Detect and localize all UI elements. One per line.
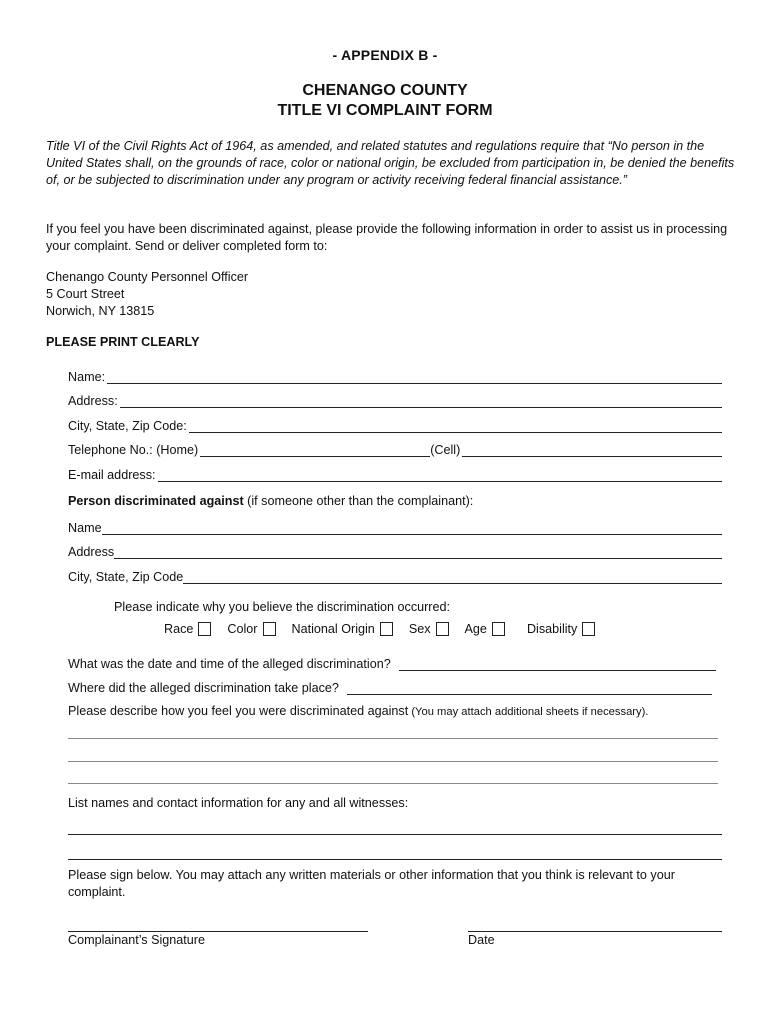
person-discriminated-heading — [68, 494, 473, 508]
phone-home-label: Telephone No.: (Home) — [68, 443, 199, 457]
describe-question-note: (You may attach additional sheets if necessary). — [408, 706, 649, 718]
person-address-label: Address — [68, 545, 115, 559]
place-row — [68, 679, 712, 695]
discrimination-reason-checkboxes — [164, 622, 595, 636]
reason-age — [465, 622, 505, 636]
person-name-label: Name — [68, 521, 102, 535]
reason-sex-checkbox[interactable] — [436, 622, 449, 636]
complainant-city-label: City, State, Zip Code: — [68, 419, 187, 433]
reason-disability — [527, 622, 595, 636]
complainant-address-field[interactable] — [120, 395, 722, 408]
describe-line-3[interactable] — [68, 782, 718, 784]
reason-national-origin — [292, 622, 393, 636]
place-question: Where did the alleged discrimination take place? — [68, 681, 339, 695]
complainant-name-label: Name: — [68, 370, 106, 384]
person-address-field[interactable] — [114, 546, 722, 559]
title-vi-intro: Title VI of the Civil Rights Act of 1964, as amended, and related statutes and regulations require that “No person in the United States shall, on the grounds of race, color or national origin, be excluded from participation in, be denied the benefits of, or be subjected to discrimination under any program or activity receiving federal financial assistance.” — [46, 139, 735, 187]
address-line-2: 5 Court Street — [46, 287, 125, 301]
witnesses-line-2[interactable] — [68, 858, 722, 860]
instructions: If you feel you have been discriminated against, please provide the following information in order to assist us in processing your complaint. Send or deliver completed form to: — [46, 222, 728, 253]
date-label: Date — [468, 933, 495, 947]
person-heading-bold: Person discriminated against — [68, 494, 244, 508]
discrimination-reason-prompt: Please indicate why you believe the discrimination occurred: — [114, 600, 451, 614]
print-clearly-heading: PLEASE PRINT CLEARLY — [46, 335, 200, 349]
form-title: TITLE VI COMPLAINT FORM — [277, 102, 493, 119]
phone-cell-label: (Cell) — [430, 443, 461, 457]
complainant-name-row — [68, 368, 722, 384]
witnesses-line-1[interactable] — [68, 833, 722, 835]
reason-race-label: Race — [164, 622, 194, 636]
reason-color — [227, 622, 275, 636]
complainant-city-field[interactable] — [189, 420, 722, 433]
reason-color-checkbox[interactable] — [263, 622, 276, 636]
date-time-row — [68, 655, 716, 671]
reason-race — [164, 622, 211, 636]
phone-home-field[interactable] — [200, 444, 430, 457]
complainant-name-field[interactable] — [107, 371, 722, 384]
person-name-field[interactable] — [102, 522, 722, 535]
describe-line-1[interactable] — [68, 737, 718, 739]
person-city-label: City, State, Zip Code — [68, 570, 184, 584]
person-city-row — [68, 568, 722, 584]
person-heading-note: (if someone other than the complainant): — [243, 494, 474, 508]
describe-line-2[interactable] — [68, 760, 718, 762]
reason-color-label: Color — [227, 622, 258, 636]
reason-national-origin-label: National Origin — [291, 622, 375, 636]
signature-label: Complainant’s Signature — [68, 933, 205, 947]
date-time-field[interactable] — [399, 658, 716, 671]
describe-question-text: Please describe how you feel you were discriminated against — [68, 704, 409, 718]
county-title: CHENANGO COUNTY — [302, 82, 468, 99]
complainant-email-field[interactable] — [158, 469, 723, 482]
reason-sex — [409, 622, 449, 636]
reason-sex-label: Sex — [408, 622, 431, 636]
reason-age-checkbox[interactable] — [492, 622, 505, 636]
witnesses-question: List names and contact information for any and all witnesses: — [68, 796, 409, 810]
reason-disability-label: Disability — [526, 622, 578, 636]
address-line-1: Chenango County Personnel Officer — [46, 270, 249, 284]
reason-age-label: Age — [464, 622, 487, 636]
complainant-email-label: E-mail address: — [68, 468, 156, 482]
complainant-address-label: Address: — [68, 394, 118, 408]
phone-cell-field[interactable] — [462, 444, 722, 457]
place-field[interactable] — [347, 682, 712, 695]
reason-disability-checkbox[interactable] — [582, 622, 595, 636]
describe-question — [68, 704, 648, 718]
person-city-field[interactable] — [183, 571, 722, 584]
date-time-question: What was the date and time of the alleged discrimination? — [68, 657, 391, 671]
complainant-address-row — [68, 392, 722, 408]
complainant-phone-row — [68, 441, 722, 457]
person-address-row — [68, 543, 722, 559]
signature-field[interactable] — [68, 930, 368, 932]
complainant-city-row — [68, 417, 722, 433]
date-field[interactable] — [468, 930, 722, 932]
appendix-label: - APPENDIX B - — [332, 47, 438, 63]
person-name-row — [68, 519, 722, 535]
complainant-email-row — [68, 466, 722, 482]
mailing-address — [46, 269, 248, 320]
reason-national-origin-checkbox[interactable] — [380, 622, 393, 636]
sign-instruction: Please sign below. You may attach any written materials or other information that you think is relevant to your complaint. — [68, 868, 675, 899]
reason-race-checkbox[interactable] — [198, 622, 211, 636]
address-line-3: Norwich, NY 13815 — [46, 304, 155, 318]
